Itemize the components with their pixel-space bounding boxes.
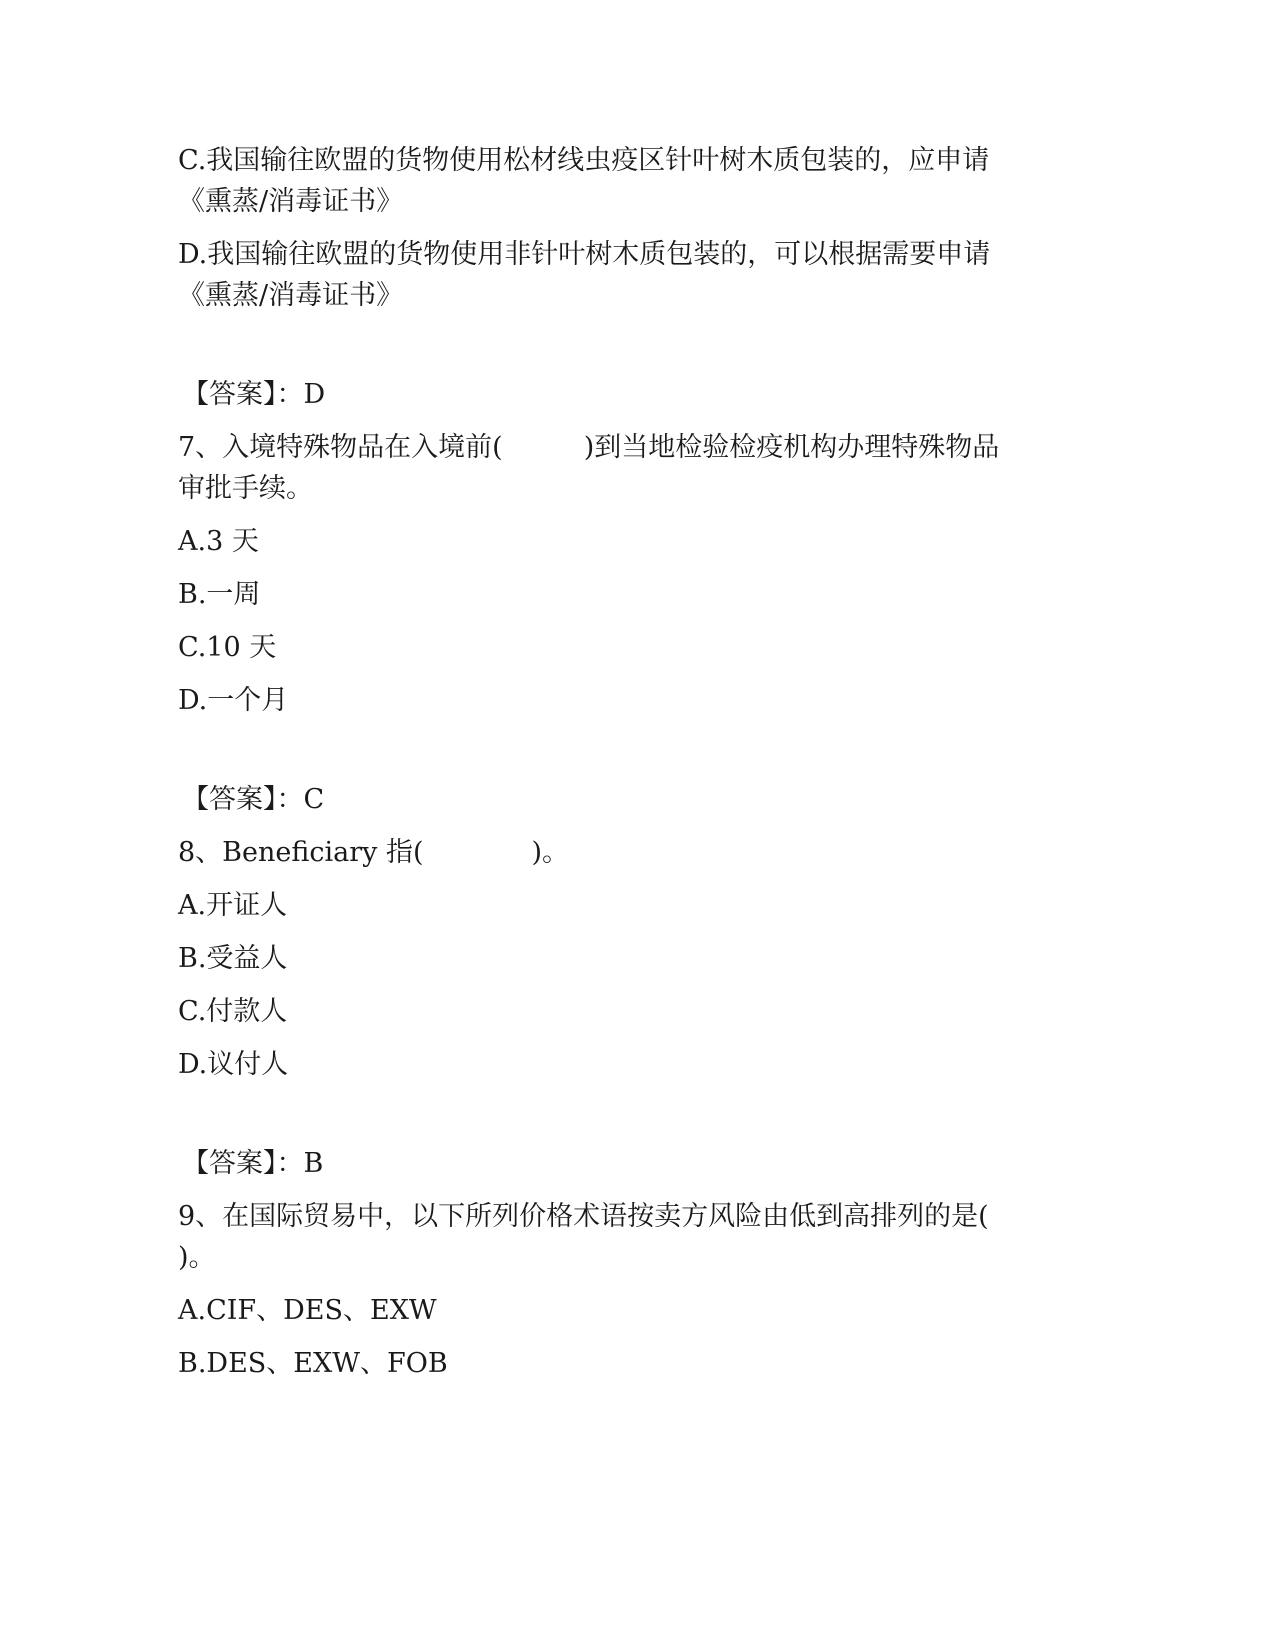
q6-option-c [178,140,1018,222]
q8-answer: 【答案】：B [182,1148,324,1179]
q7-option-c: C.10 天 [178,632,277,663]
q9-stem-line2: )。 [178,1242,216,1273]
q8-option-c: C.付款人 [178,996,288,1027]
q6-option-d [178,234,1018,316]
q8-option-d: D.议付人 [178,1049,289,1080]
q8-option-a: A.开证人 [178,890,288,921]
q7-stem-line2: 审批手续。 [178,473,313,504]
q6-option-c-line2: 《熏蒸/消毒证书》 [178,186,404,217]
q6-option-c-line1: C.我国输往欧盟的货物使用松材线虫疫区针叶树木质包装的，应申请 [178,145,990,176]
q6-option-d-line1: D.我国输往欧盟的货物使用非针叶树木质包装的，可以根据需要申请 [178,239,991,270]
q7-option-b: B.一周 [178,579,261,610]
q9-option-b: B.DES、EXW、FOB [178,1348,448,1379]
q7-answer: 【答案】：C [182,784,325,815]
document-page [178,140,1018,1384]
q7-option-d: D.一个月 [178,685,289,716]
q8-option-b: B.受益人 [178,943,288,974]
q7-option-a: A.3 天 [178,526,259,557]
q9-stem [178,1196,1018,1278]
q9-option-a: A.CIF、DES、EXW [178,1295,437,1326]
q7-stem [178,427,1018,509]
q8-stem: 8、Beneficiary 指( )。 [178,837,570,868]
q9-stem-line1: 9、在国际贸易中，以下所列价格术语按卖方风险由低到高排列的是( [178,1201,989,1232]
q6-option-d-line2: 《熏蒸/消毒证书》 [178,280,404,311]
q7-stem-line1: 7、入境特殊物品在入境前( )到当地检验检疫机构办理特殊物品 [178,432,1000,463]
q6-answer: 【答案】：D [182,379,326,410]
